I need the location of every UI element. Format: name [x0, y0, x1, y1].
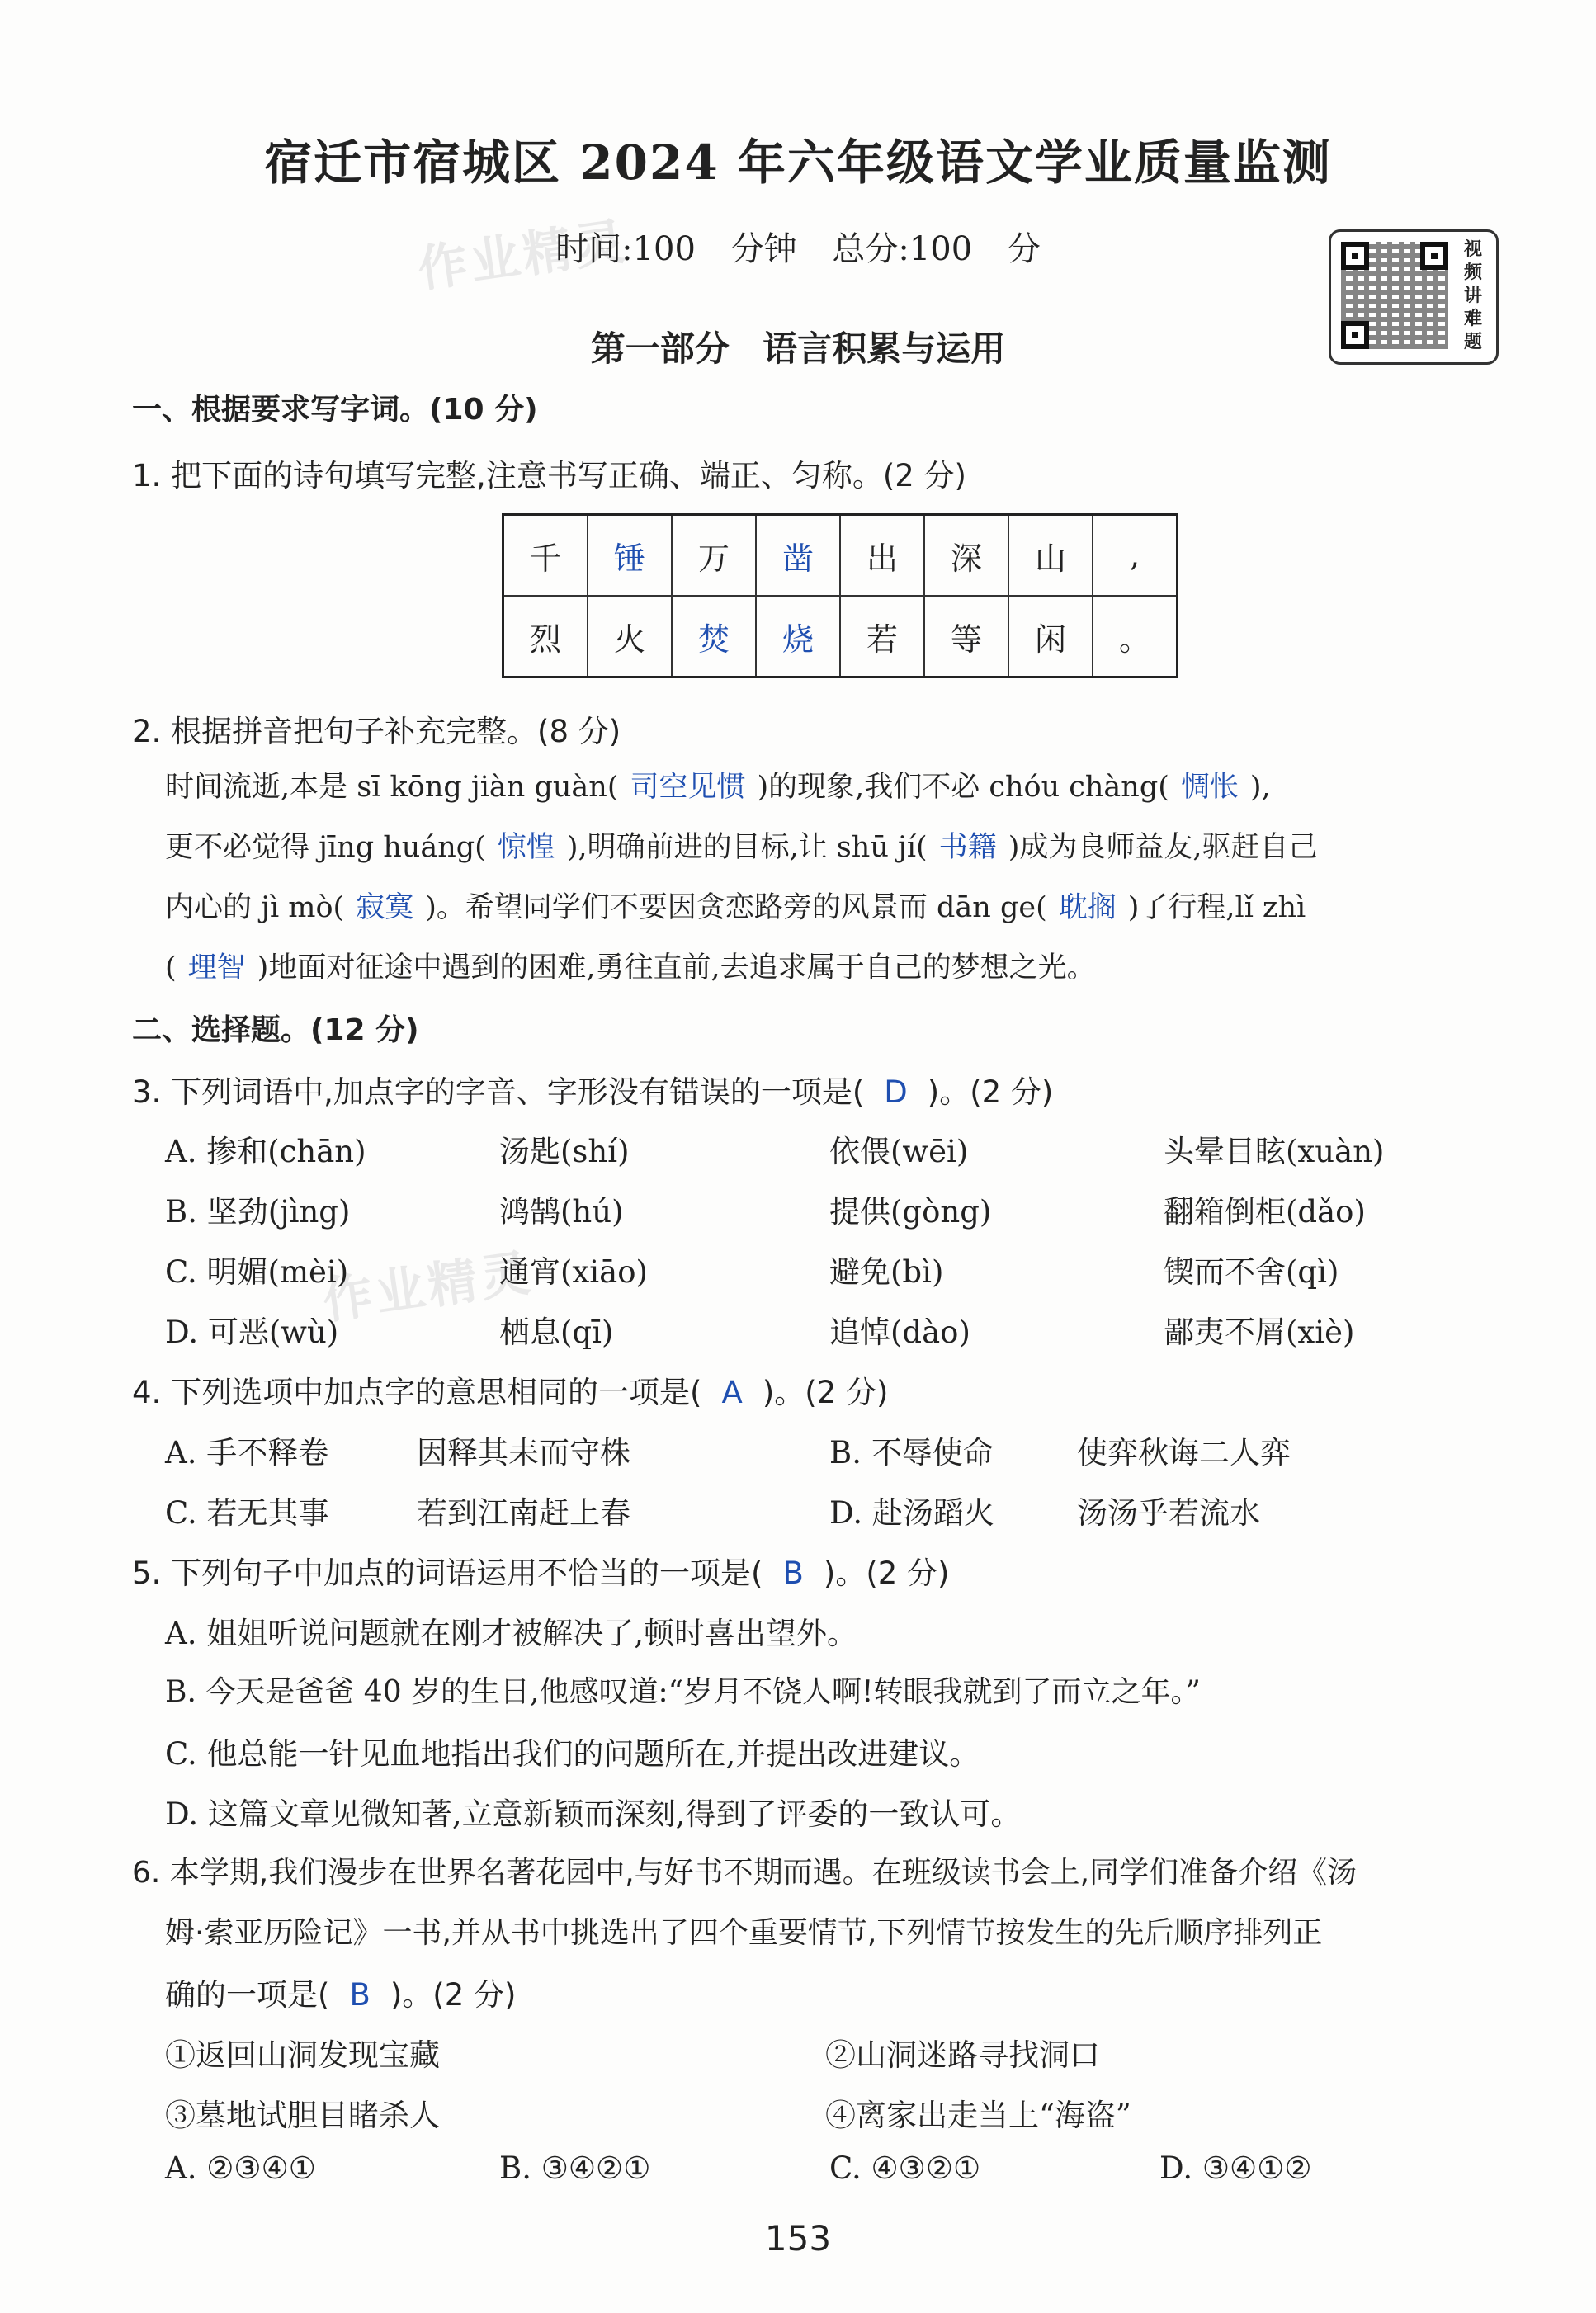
- poem-cell: 闲: [1008, 596, 1093, 677]
- option: 汤汤乎若流水: [1077, 1495, 1260, 1531]
- option: C. 他总能一针见血地指出我们的问题所在,并提出改进建议。: [165, 1736, 980, 1772]
- poem-cell: 。: [1093, 596, 1178, 677]
- option: C. ④③②①: [829, 2150, 981, 2186]
- section-heading: 二、选择题。(12 分): [132, 1013, 419, 1047]
- plot-item: ①返回山洞发现宝藏: [165, 2037, 440, 2073]
- option: 避免(bì): [829, 1254, 944, 1290]
- answer-blank[interactable]: 惆怅: [1180, 771, 1239, 804]
- answer-blank[interactable]: 理智: [187, 951, 246, 984]
- poem-cell: 万: [672, 515, 756, 597]
- poem-cell: 等: [924, 596, 1008, 677]
- option: B. 坚劲(jìng): [165, 1194, 351, 1230]
- question-6-prompt: 6. 本学期,我们漫步在世界名著花园中,与好书不期而遇。在班级读书会上,同学们准备介绍《汤: [132, 1856, 1358, 1890]
- option: A. 手不释卷: [165, 1435, 329, 1470]
- option: D. 可恶(wù): [165, 1315, 339, 1350]
- option: B. 今天是爸爸 40 岁的生日,他感叹道:“岁月不饶人啊!转眼我就到了而立之年。”: [165, 1675, 1201, 1709]
- question-6-prompt: 确的一项是( B )。(2 分): [165, 1977, 517, 2013]
- option: 栖息(qī): [499, 1315, 614, 1350]
- qr-finder-icon: [1341, 242, 1369, 270]
- qr-finder-icon: [1420, 242, 1448, 270]
- question-1-prompt: 1. 把下面的诗句填写完整,注意书写正确、端正、匀称。(2 分): [132, 458, 966, 493]
- question-2-prompt: 2. 根据拼音把句子补充完整。(8 分): [132, 714, 621, 749]
- answer-blank[interactable]: 惊惶: [497, 831, 555, 864]
- poem-fill-table: [502, 513, 1178, 678]
- plot-item: ④离家出走当上“海盗”: [825, 2098, 1131, 2133]
- option: D. ③④①②: [1159, 2150, 1312, 2186]
- answer-choice[interactable]: B: [349, 1977, 371, 2013]
- poem-row: [503, 596, 1178, 677]
- option: 使弈秋诲二人弈: [1077, 1435, 1291, 1470]
- option: D. 赴汤蹈火: [829, 1495, 994, 1531]
- option: 提供(gòng): [829, 1194, 992, 1230]
- question-2-passage: 更不必觉得 jīng huáng( 惊惶 ),明确前进的目标,让 shū jí( 书籍 )成为良师益友,驱赶自己: [165, 831, 1318, 864]
- option: 翻箱倒柜(dǎo): [1164, 1194, 1366, 1230]
- option: 追悼(dào): [829, 1315, 970, 1350]
- plot-item: ③墓地试胆目睹杀人: [165, 2098, 440, 2133]
- answer-blank[interactable]: 司空见惯: [630, 771, 746, 804]
- poem-cell: 千: [503, 515, 588, 597]
- section-heading: 一、根据要求写字词。(10 分): [132, 393, 538, 427]
- option: A. 掺和(chān): [165, 1134, 366, 1169]
- watermark: 作业精灵: [414, 212, 632, 300]
- poem-answer-cell[interactable]: 锤: [588, 515, 672, 597]
- option: C. 若无其事: [165, 1495, 329, 1531]
- poem-cell: 出: [840, 515, 924, 597]
- option: B. 不辱使命: [829, 1435, 994, 1470]
- option: C. 明媚(mèi): [165, 1254, 349, 1290]
- answer-blank[interactable]: 书籍: [938, 831, 997, 864]
- option: A. 姐姐听说问题就在刚才被解决了,顿时喜出望外。: [165, 1616, 858, 1651]
- question-2-passage: ( 理智 )地面对征途中遇到的困难,勇往直前,去追求属于自己的梦想之光。: [165, 951, 1096, 984]
- answer-choice[interactable]: D: [884, 1074, 908, 1110]
- option: 依偎(wēi): [829, 1134, 969, 1169]
- question-5-prompt: 5. 下列句子中加点的词语运用不恰当的一项是( B )。(2 分): [132, 1555, 950, 1591]
- question-3-prompt: 3. 下列词语中,加点字的字音、字形没有错误的一项是( D )。(2 分): [132, 1074, 1054, 1110]
- option: B. ③④②①: [499, 2150, 651, 2186]
- option: 头晕目眩(xuàn): [1164, 1134, 1385, 1169]
- option: 鸿鹄(hú): [499, 1194, 624, 1230]
- option: 通宵(xiāo): [499, 1254, 648, 1290]
- answer-choice[interactable]: A: [721, 1375, 743, 1410]
- poem-cell: 火: [588, 596, 672, 677]
- poem-cell: 若: [840, 596, 924, 677]
- poem-row: [503, 515, 1178, 597]
- exam-time-info: 时间:100 分钟 总分:100 分: [555, 230, 1041, 268]
- question-6-prompt: 姆·索亚历险记》一书,并从书中挑选出了四个重要情节,下列情节按发生的先后顺序排列正: [165, 1916, 1323, 1950]
- poem-cell: ,: [1093, 515, 1178, 597]
- watermark: 作业精灵: [319, 1244, 537, 1331]
- answer-blank[interactable]: 耽搁: [1058, 891, 1117, 924]
- option: 锲而不舍(qì): [1164, 1254, 1339, 1290]
- option: 鄙夷不屑(xiè): [1164, 1315, 1355, 1350]
- option: 汤匙(shí): [499, 1134, 630, 1169]
- page-title: 宿迁市宿城区 2024 年六年级语文学业质量监测: [264, 135, 1332, 191]
- option: 因释其耒而守株: [417, 1435, 630, 1470]
- poem-cell: 深: [924, 515, 1008, 597]
- poem-answer-cell[interactable]: 凿: [756, 515, 840, 597]
- option: D. 这篇文章见微知著,立意新颖而深刻,得到了评委的一致认可。: [165, 1796, 1022, 1832]
- page-number: 153: [764, 2218, 832, 2259]
- answer-choice[interactable]: B: [782, 1555, 804, 1591]
- poem-answer-cell[interactable]: 焚: [672, 596, 756, 677]
- qr-label: 视 频 讲 难 题: [1463, 239, 1482, 352]
- poem-cell: 山: [1008, 515, 1093, 597]
- question-2-passage: 内心的 jì mò( 寂寞 )。希望同学们不要因贪恋路旁的风景而 dān ge( 耽搁 )了行程,lǐ zhì: [165, 891, 1306, 924]
- option: 若到江南赶上春: [417, 1495, 630, 1531]
- part-title: 第一部分 语言积累与运用: [590, 328, 1006, 369]
- option: A. ②③④①: [165, 2150, 316, 2186]
- poem-cell: 烈: [503, 596, 588, 677]
- answer-blank[interactable]: 寂寞: [356, 891, 414, 924]
- question-4-prompt: 4. 下列选项中加点字的意思相同的一项是( A )。(2 分): [132, 1375, 889, 1410]
- poem-answer-cell[interactable]: 烧: [756, 596, 840, 677]
- plot-item: ②山洞迷路寻找洞口: [825, 2037, 1100, 2073]
- question-2-passage: 时间流逝,本是 sī kōng jiàn guàn( 司空见惯 )的现象,我们不必 chóu chàng( 惆怅 ),: [165, 771, 1271, 804]
